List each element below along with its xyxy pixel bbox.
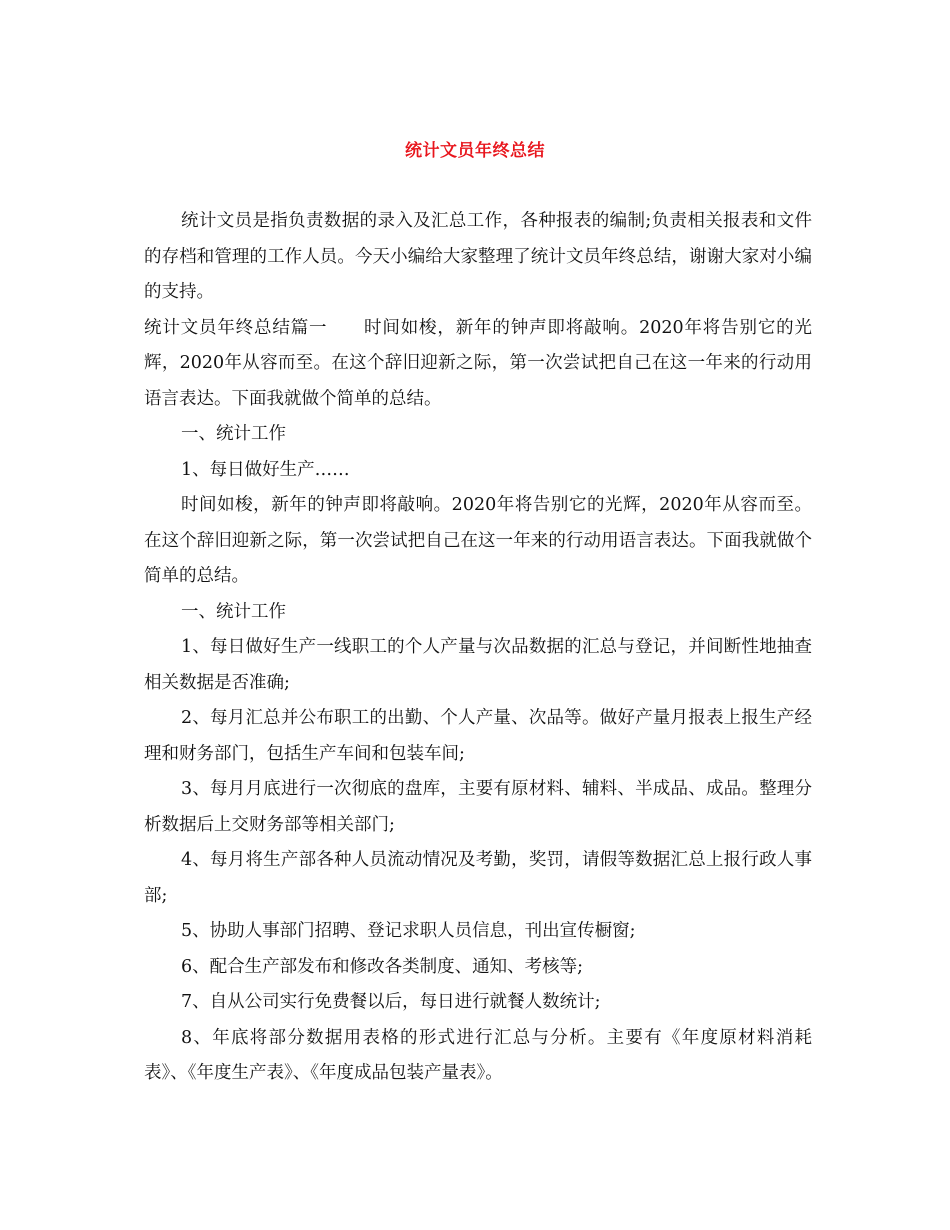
paragraph: 时间如梭，新年的钟声即将敲响。2020年将告别它的光辉，2020年从容而至。在这个辞旧迎新之际，第一次尝试把自己在这一年来的行动用语言表达。下面我就做个简单的总结。: [144, 495, 812, 586]
section-heading: 一、统计工作: [181, 424, 286, 444]
list-item: 7、自从公司实行免费餐以后，每日进行就餐人数统计;: [181, 992, 601, 1012]
section-heading: 一、统计工作: [181, 601, 286, 622]
document-title: 统计文员年终总结: [405, 141, 545, 161]
list-item: 4、每月将生产部各种人员流动情况及考勤，奖罚，请假等数据汇总上报行政人事部;: [144, 850, 812, 906]
list-item: 5、协助人事部门招聘、登记求职人员信息，刊出宣传橱窗;: [181, 921, 636, 941]
list-item: 6、配合生产部发布和修改各类制度、通知、考核等;: [181, 956, 584, 977]
list-item: 2、每月汇总并公布职工的出勤、个人产量、次品等。做好产量月报表上报生产经理和财务部门，包括生产车间和包装车间;: [144, 708, 812, 764]
list-item: 1、每日做好生产一线职工的个人产量与次品数据的汇总与登记，并间断性地抽查相关数据是否准确;: [144, 637, 812, 693]
paragraph-intro: 统计文员是指负责数据的录入及汇总工作，各种报表的编制;负责相关报表和文件的存档和管理的工作人员。今天小编给大家整理了统计文员年终总结，谢谢大家对小编的支持。: [144, 211, 812, 302]
list-item: 8、年底将部分数据用表格的形式进行汇总与分析。主要有《年度原材料消耗表》、《年度生产表》、《年度成品包装产量表》。: [144, 1027, 812, 1083]
paragraph-part-one-heading: 统计文员年终总结篇一 时间如梭，新年的钟声即将敲响。2020年将告别它的光辉，2020年从容而至。在这个辞旧迎新之际，第一次尝试把自己在这一年来的行动用语言表达。下面我就做个简单的总结。: [144, 317, 812, 409]
list-item: 3、每月月底进行一次彻底的盘库，主要有原材料、辅料、半成品、成品。整理分析数据后上交财务部等相关部门;: [144, 779, 812, 835]
document-body: [144, 204, 812, 1092]
list-item: 1、每日做好生产……: [181, 459, 350, 480]
